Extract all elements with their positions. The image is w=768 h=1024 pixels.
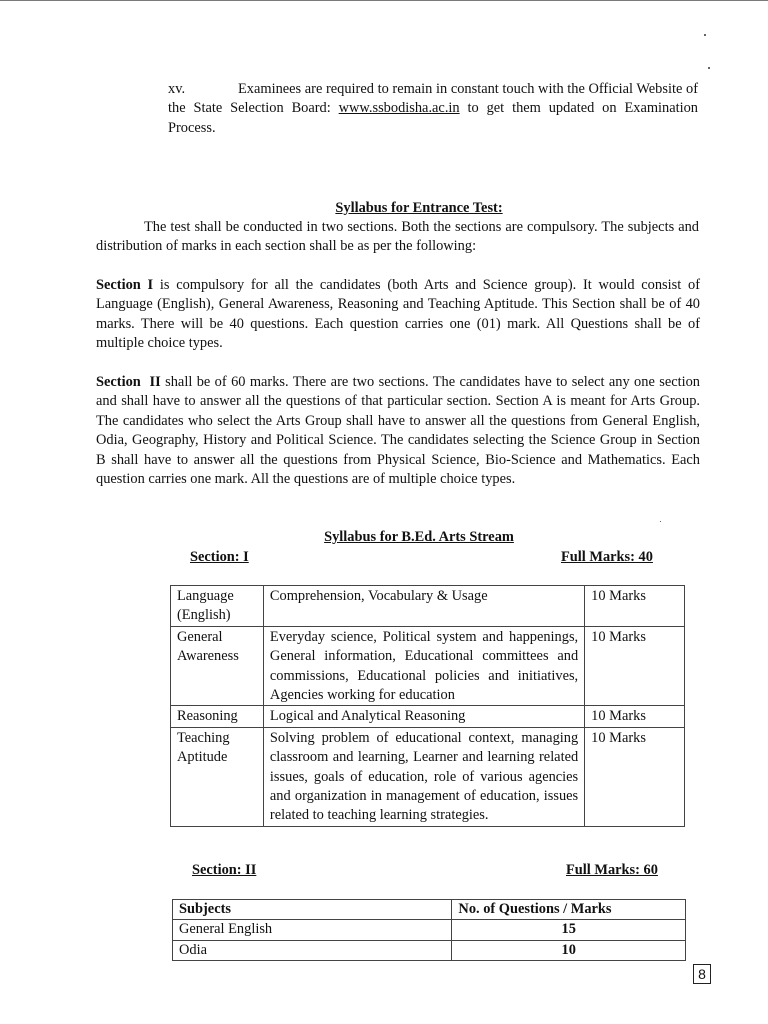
topics-cell: Solving problem of educational context, managing classroom and learning, Learner and learning related issues, goals of education, role of various agencies and organization in management of education, issues related to teaching learning strategies. (263, 727, 584, 826)
subject-cell: Reasoning (171, 706, 264, 727)
topics-cell: Everyday science, Political system and happenings, General information, Educational committees and commissions, Educational policies and initiatives, Agencies working for education (263, 626, 584, 706)
subject-cell: Odia (173, 940, 452, 960)
website-link[interactable]: www.ssbodisha.ac.in (338, 100, 460, 117)
entrance-syllabus-heading: Syllabus for Entrance Test: (335, 200, 503, 216)
marks-cell: 10 Marks (585, 586, 685, 627)
marks-cell: 10 Marks (585, 626, 685, 706)
section2-paragraph (96, 373, 700, 489)
scan-speck (708, 67, 710, 69)
arts-section2-table (172, 899, 686, 961)
subject-cell: Teaching Aptitude (171, 727, 264, 826)
section1-label: Section I (96, 277, 154, 293)
point-text-tail: to get them updated on Examination Process. (168, 100, 698, 136)
point-xv (168, 80, 698, 138)
arts-section2-marks: Full Marks: 60 (566, 862, 658, 878)
questions-cell: 10 (452, 940, 686, 960)
topics-cell: Comprehension, Vocabulary & Usage (263, 586, 584, 627)
table-row (171, 727, 685, 826)
section2-label: Section II (96, 374, 161, 390)
table-row (173, 940, 686, 960)
table-row (173, 920, 686, 940)
table-row (171, 626, 685, 706)
table-header-row (173, 900, 686, 920)
page-number: 8 (693, 964, 711, 984)
subject-cell: Language (English) (171, 586, 264, 627)
subject-cell: General Awareness (171, 626, 264, 706)
subjects-header: Subjects (173, 900, 452, 920)
section2-text: shall be of 60 marks. There are two sections. The candidates have to select any one section and shall have to answer all the questions of that particular section. Section A is meant for Arts Group. The candidates who select the Arts Group shall have to answer all the questions from General English, Odia, Geography, History and Political Science. The candidates selecting the Science Group in Section B shall have to answer all the questions from Physical Science, Bio-Science and Mathematics. Each question carries one mark. All the questions are of multiple choice types. (96, 374, 700, 488)
arts-section1-marks: Full Marks: 40 (561, 549, 653, 565)
marks-cell: 10 Marks (585, 706, 685, 727)
arts-section1-label: Section: I (190, 549, 249, 565)
section1-paragraph (96, 276, 700, 354)
questions-cell: 15 (452, 920, 686, 940)
point-text-lead: Examinees are required to remain in constant touch with the Official Website of the State Selection Board: (168, 81, 698, 117)
topics-cell: Logical and Analytical Reasoning (263, 706, 584, 727)
table-row (171, 706, 685, 727)
arts-section2-label: Section: II (192, 862, 257, 878)
page-top-edge (0, 0, 768, 1)
entrance-intro: The test shall be conducted in two sections. Both the sections are compulsory. The subjects and distribution of marks in each section shall be as per the following: (96, 219, 699, 255)
arts-section1-table (170, 585, 685, 827)
scan-speck (660, 521, 661, 522)
table-row (171, 586, 685, 627)
scan-speck (704, 34, 706, 36)
subject-cell: General English (173, 920, 452, 940)
point-number: xv. (168, 81, 186, 97)
questions-header: No. of Questions / Marks (452, 900, 686, 920)
arts-syllabus-heading: Syllabus for B.Ed. Arts Stream (324, 529, 514, 545)
marks-cell: 10 Marks (585, 727, 685, 826)
section1-text: is compulsory for all the candidates (both Arts and Science group). It would consist of Language (English), General Awareness, Reasoning and Teaching Aptitude. This Section shall be of 40 marks. There will be 40 questions. Each question carries one (01) mark. All Questions shall be of multiple choice types. (96, 277, 700, 352)
